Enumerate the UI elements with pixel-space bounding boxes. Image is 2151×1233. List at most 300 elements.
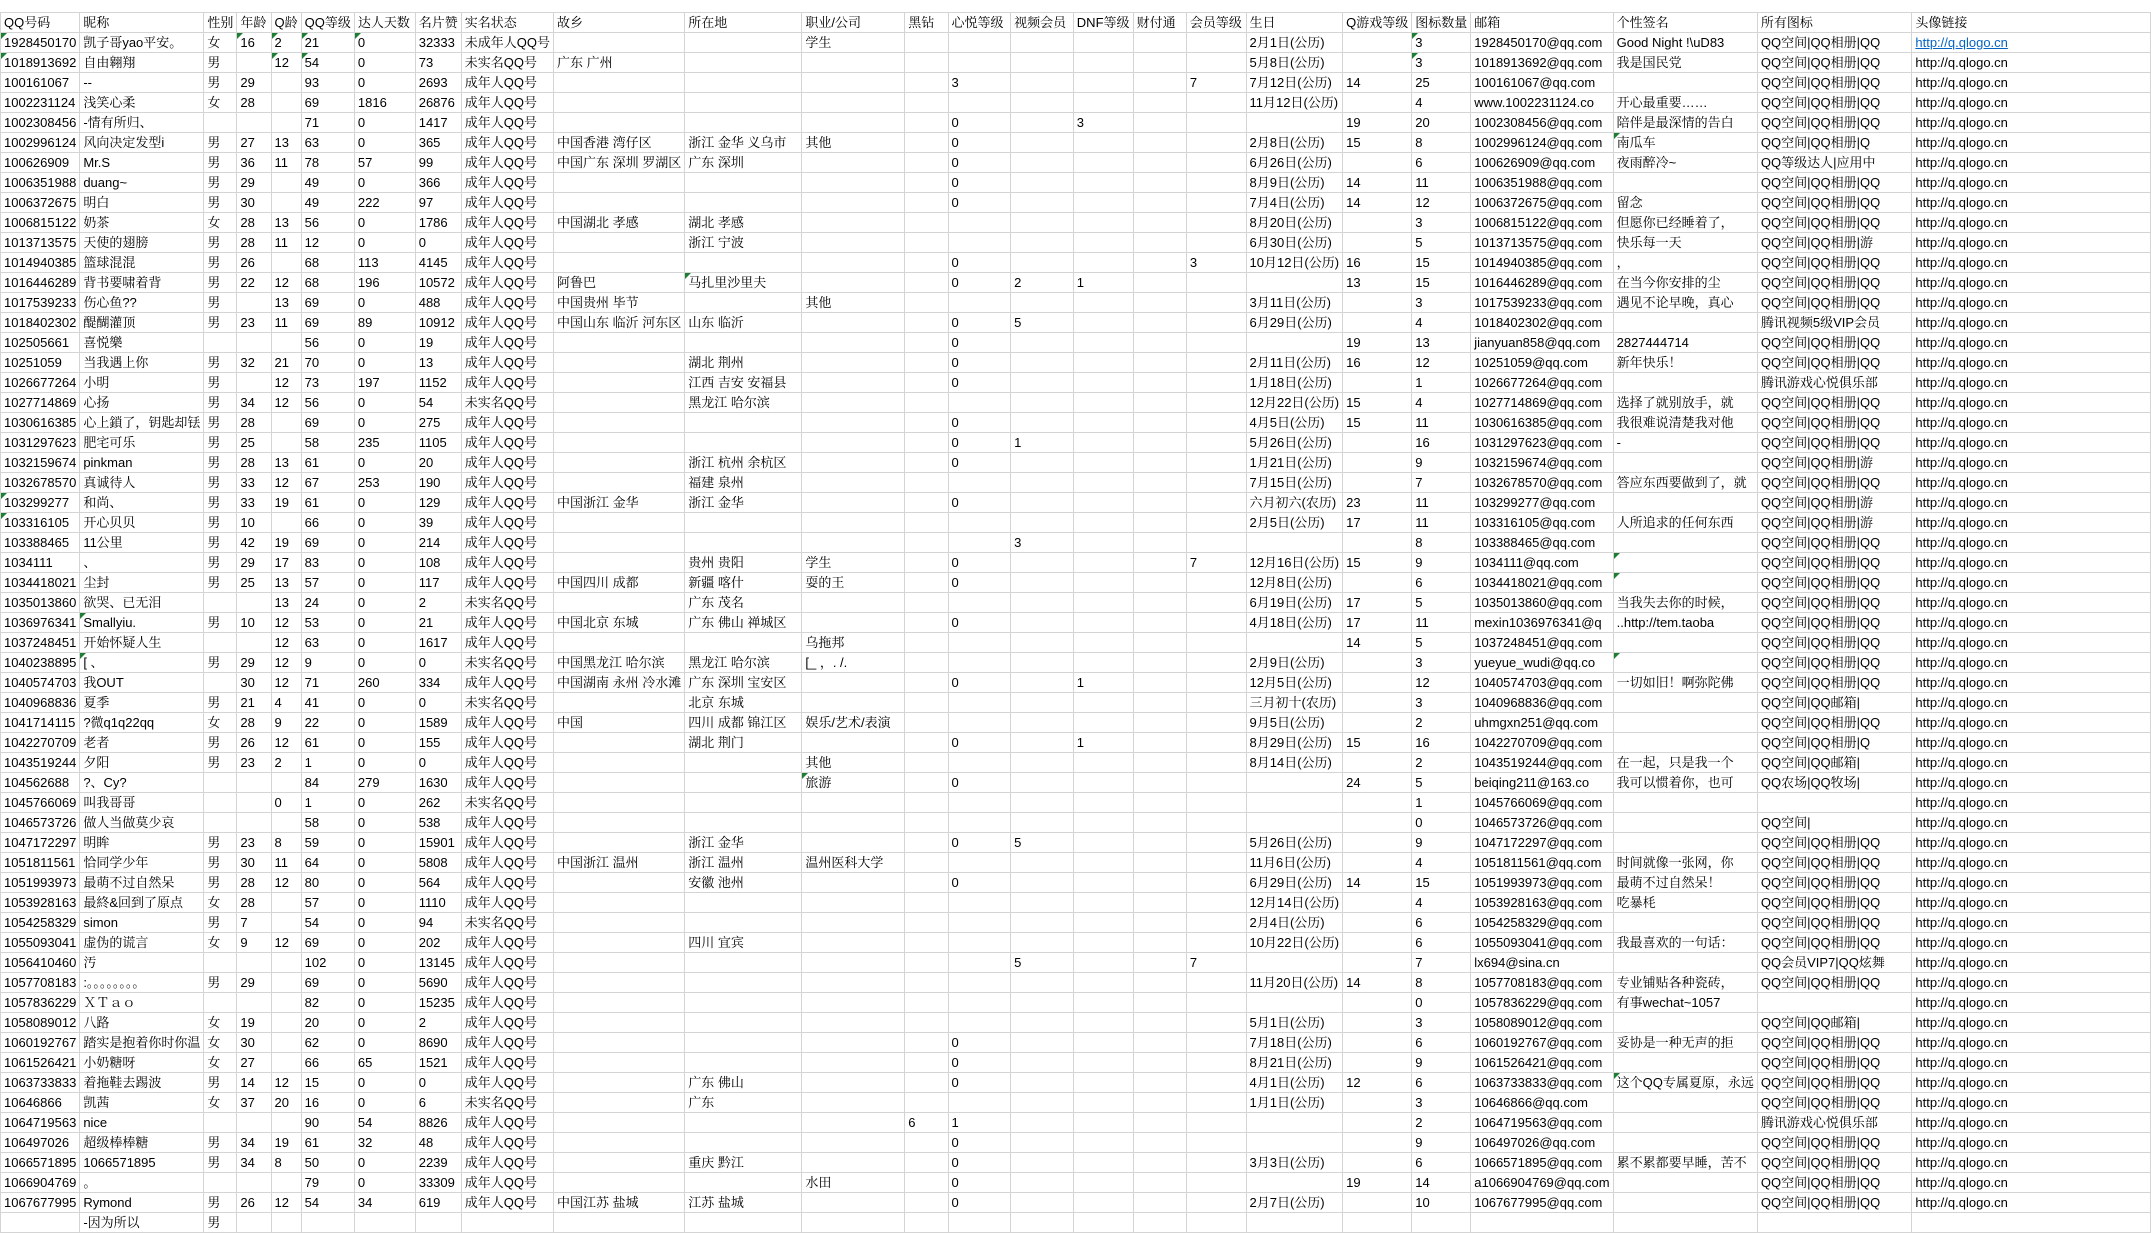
cell-realname-status[interactable]: 成年人QQ号 xyxy=(461,733,553,753)
cell-avatar-link[interactable]: http://q.qlogo.cn xyxy=(1912,713,2151,733)
cell-job-company[interactable]: 水田 xyxy=(802,1173,905,1193)
cell-job-company[interactable] xyxy=(802,113,905,133)
cell-vip-level[interactable] xyxy=(1186,893,1246,913)
cell-video-vip[interactable] xyxy=(1011,873,1074,893)
cell-gender[interactable]: 男 xyxy=(204,153,237,173)
cell-all-icons[interactable]: QQ空间|QQ相册|QQ xyxy=(1757,1073,1912,1093)
cell-avatar-link[interactable]: http://q.qlogo.cn xyxy=(1912,493,2151,513)
cell-all-icons[interactable]: QQ空间|QQ相册|QQ xyxy=(1757,173,1912,193)
cell-qq-level[interactable]: 58 xyxy=(301,433,354,453)
cell-qq-number[interactable]: 106497026 xyxy=(1,1133,80,1153)
cell-dnf-level[interactable] xyxy=(1073,793,1133,813)
cell-video-vip[interactable] xyxy=(1011,773,1074,793)
cell-signature[interactable]: 吃暴枆 xyxy=(1613,893,1757,913)
cell-q-age[interactable]: 21 xyxy=(271,353,301,373)
cell-all-icons[interactable]: QQ空间|QQ相册|QQ xyxy=(1757,633,1912,653)
cell-qq-number[interactable]: 1002231124 xyxy=(1,93,80,113)
cell-birthday[interactable]: 12月5日(公历) xyxy=(1246,673,1343,693)
cell-card-likes[interactable]: 365 xyxy=(415,133,461,153)
cell-dnf-level[interactable] xyxy=(1073,293,1133,313)
cell-realname-status[interactable]: 成年人QQ号 xyxy=(461,313,553,333)
cell-nickname[interactable]: 开始怀疑人生 xyxy=(80,633,204,653)
cell-birthday[interactable]: 5月26日(公历) xyxy=(1246,433,1343,453)
cell-job-company[interactable] xyxy=(802,93,905,113)
cell-avatar-link[interactable]: http://q.qlogo.cn xyxy=(1912,1033,2151,1053)
cell-gender[interactable] xyxy=(204,993,237,1013)
cell-realname-status[interactable]: 成年人QQ号 xyxy=(461,453,553,473)
cell-qgame-level[interactable] xyxy=(1343,233,1412,253)
cell-qq-number[interactable]: 1032678570 xyxy=(1,473,80,493)
cell-job-company[interactable] xyxy=(802,693,905,713)
cell-qq-number[interactable]: 1063733833 xyxy=(1,1073,80,1093)
cell-qgame-level[interactable] xyxy=(1343,33,1412,53)
cell-hometown[interactable] xyxy=(553,633,684,653)
cell-qgame-level[interactable]: 14 xyxy=(1343,973,1412,993)
cell-video-vip[interactable] xyxy=(1011,1193,1074,1213)
cell-qq-level[interactable]: 69 xyxy=(301,313,354,333)
cell-qgame-level[interactable] xyxy=(1343,1113,1412,1133)
cell-realname-status[interactable]: 成年人QQ号 xyxy=(461,853,553,873)
cell-xinyue-level[interactable] xyxy=(948,813,1011,833)
cell-age[interactable] xyxy=(237,113,271,133)
cell-all-icons[interactable]: QQ空间|QQ相册|QQ xyxy=(1757,873,1912,893)
cell-card-likes[interactable]: 8690 xyxy=(415,1033,461,1053)
cell-card-likes[interactable]: 155 xyxy=(415,733,461,753)
cell-q-age[interactable] xyxy=(271,973,301,993)
cell-all-icons[interactable]: QQ空间|QQ相册|QQ xyxy=(1757,433,1912,453)
cell-email[interactable]: 1034111@qq.com xyxy=(1471,553,1613,573)
cell-signature[interactable]: 遇见不论早晚，真心 xyxy=(1613,293,1757,313)
cell-location[interactable]: 江苏 盐城 xyxy=(685,1193,802,1213)
cell-location[interactable] xyxy=(685,1053,802,1073)
cell-daren-days[interactable]: 235 xyxy=(354,433,415,453)
cell-age[interactable]: 28 xyxy=(237,93,271,113)
cell-tenpay[interactable] xyxy=(1133,573,1186,593)
cell-avatar-link[interactable]: http://q.qlogo.cn xyxy=(1912,533,2151,553)
cell-location[interactable] xyxy=(685,773,802,793)
cell-job-company[interactable] xyxy=(802,1153,905,1173)
cell-avatar-link[interactable]: http://q.qlogo.cn xyxy=(1912,233,2151,253)
cell-icon-count[interactable]: 8 xyxy=(1412,133,1471,153)
cell-card-likes[interactable]: 1521 xyxy=(415,1053,461,1073)
cell-all-icons[interactable]: QQ农场|QQ牧场| xyxy=(1757,773,1912,793)
cell-xinyue-level[interactable]: 0 xyxy=(948,493,1011,513)
cell-all-icons[interactable]: QQ空间|QQ相册|QQ xyxy=(1757,293,1912,313)
cell-qgame-level[interactable] xyxy=(1343,1193,1412,1213)
cell-nickname[interactable]: 明白 xyxy=(80,193,204,213)
cell-qgame-level[interactable] xyxy=(1343,453,1412,473)
cell-qq-number[interactable]: 1061526421 xyxy=(1,1053,80,1073)
cell-avatar-link[interactable]: http://q.qlogo.cn xyxy=(1912,773,2151,793)
cell-avatar-link[interactable]: http://q.qlogo.cn xyxy=(1912,793,2151,813)
cell-daren-days[interactable]: 0 xyxy=(354,553,415,573)
cell-all-icons[interactable]: QQ空间|QQ相册|QQ xyxy=(1757,573,1912,593)
cell-daren-days[interactable]: 0 xyxy=(354,993,415,1013)
cell-birthday[interactable]: 7月12日(公历) xyxy=(1246,73,1343,93)
cell-location[interactable] xyxy=(685,953,802,973)
cell-birthday[interactable] xyxy=(1246,273,1343,293)
cell-video-vip[interactable] xyxy=(1011,253,1074,273)
cell-qq-number[interactable]: 1016446289 xyxy=(1,273,80,293)
cell-card-likes[interactable]: 13 xyxy=(415,353,461,373)
cell-signature[interactable] xyxy=(1613,693,1757,713)
cell-qq-level[interactable]: 66 xyxy=(301,1053,354,1073)
cell-realname-status[interactable]: 成年人QQ号 xyxy=(461,173,553,193)
cell-tenpay[interactable] xyxy=(1133,293,1186,313)
cell-vip-level[interactable] xyxy=(1186,613,1246,633)
cell-email[interactable]: 1013713575@qq.com xyxy=(1471,233,1613,253)
cell-hometown[interactable] xyxy=(553,1213,684,1233)
cell-email[interactable] xyxy=(1471,1213,1613,1233)
cell-xinyue-level[interactable] xyxy=(948,1213,1011,1233)
cell-video-vip[interactable] xyxy=(1011,1113,1074,1133)
cell-tenpay[interactable] xyxy=(1133,833,1186,853)
cell-birthday[interactable] xyxy=(1246,333,1343,353)
cell-daren-days[interactable]: 0 xyxy=(354,733,415,753)
cell-gender[interactable]: 女 xyxy=(204,1093,237,1113)
cell-gender[interactable] xyxy=(204,773,237,793)
cell-q-age[interactable]: 12 xyxy=(271,733,301,753)
cell-tenpay[interactable] xyxy=(1133,673,1186,693)
cell-daren-days[interactable]: 0 xyxy=(354,1173,415,1193)
cell-card-likes[interactable]: 73 xyxy=(415,53,461,73)
cell-card-likes[interactable]: 1110 xyxy=(415,893,461,913)
cell-daren-days[interactable]: 253 xyxy=(354,473,415,493)
cell-xinyue-level[interactable] xyxy=(948,1013,1011,1033)
cell-realname-status[interactable]: 成年人QQ号 xyxy=(461,933,553,953)
cell-signature[interactable] xyxy=(1613,373,1757,393)
cell-icon-count[interactable]: 6 xyxy=(1412,1033,1471,1053)
cell-dnf-level[interactable] xyxy=(1073,853,1133,873)
cell-nickname[interactable]: 。 xyxy=(80,1173,204,1193)
cell-icon-count[interactable]: 5 xyxy=(1412,593,1471,613)
cell-icon-count[interactable]: 25 xyxy=(1412,73,1471,93)
cell-q-age[interactable]: 2 xyxy=(271,33,301,53)
cell-icon-count[interactable]: 8 xyxy=(1412,973,1471,993)
cell-gender[interactable]: 男 xyxy=(204,173,237,193)
cell-daren-days[interactable]: 0 xyxy=(354,653,415,673)
cell-qgame-level[interactable]: 23 xyxy=(1343,493,1412,513)
cell-age[interactable] xyxy=(237,293,271,313)
cell-tenpay[interactable] xyxy=(1133,353,1186,373)
cell-card-likes[interactable]: 48 xyxy=(415,1133,461,1153)
cell-qq-number[interactable]: 1046573726 xyxy=(1,813,80,833)
cell-hometown[interactable]: 中国浙江 金华 xyxy=(553,493,684,513)
cell-video-vip[interactable] xyxy=(1011,913,1074,933)
cell-q-age[interactable]: 12 xyxy=(271,873,301,893)
cell-qgame-level[interactable] xyxy=(1343,853,1412,873)
cell-birthday[interactable] xyxy=(1246,113,1343,133)
cell-qq-number[interactable]: 1030616385 xyxy=(1,413,80,433)
cell-birthday[interactable]: 7月4日(公历) xyxy=(1246,193,1343,213)
cell-black-diamond[interactable] xyxy=(905,1073,948,1093)
cell-qgame-level[interactable] xyxy=(1343,313,1412,333)
cell-qq-number[interactable]: 1928450170 xyxy=(1,33,80,53)
cell-q-age[interactable] xyxy=(271,1213,301,1233)
cell-birthday[interactable]: 9月5日(公历) xyxy=(1246,713,1343,733)
cell-vip-level[interactable] xyxy=(1186,1093,1246,1113)
cell-realname-status[interactable]: 成年人QQ号 xyxy=(461,353,553,373)
cell-tenpay[interactable] xyxy=(1133,733,1186,753)
cell-daren-days[interactable]: 0 xyxy=(354,1033,415,1053)
cell-nickname[interactable]: 恰同学少年 xyxy=(80,853,204,873)
cell-location[interactable]: 马扎里沙里夫 xyxy=(685,273,802,293)
cell-qq-number[interactable]: 104562688 xyxy=(1,773,80,793)
cell-gender[interactable]: 男 xyxy=(204,1073,237,1093)
cell-daren-days[interactable]: 0 xyxy=(354,33,415,53)
cell-signature[interactable]: 选择了就别放手，就 xyxy=(1613,393,1757,413)
cell-email[interactable]: 1032678570@qq.com xyxy=(1471,473,1613,493)
cell-gender[interactable] xyxy=(204,1173,237,1193)
cell-qq-level[interactable]: 67 xyxy=(301,473,354,493)
cell-location[interactable] xyxy=(685,513,802,533)
cell-avatar-link[interactable]: http://q.qlogo.cn xyxy=(1912,633,2151,653)
cell-realname-status[interactable]: 成年人QQ号 xyxy=(461,873,553,893)
cell-tenpay[interactable] xyxy=(1133,1033,1186,1053)
cell-age[interactable] xyxy=(237,1213,271,1233)
cell-daren-days[interactable]: 0 xyxy=(354,533,415,553)
cell-daren-days[interactable]: 0 xyxy=(354,1093,415,1113)
cell-black-diamond[interactable] xyxy=(905,693,948,713)
cell-qgame-level[interactable] xyxy=(1343,893,1412,913)
cell-vip-level[interactable] xyxy=(1186,913,1246,933)
cell-all-icons[interactable]: QQ空间|QQ相册|QQ xyxy=(1757,1153,1912,1173)
cell-realname-status[interactable]: 成年人QQ号 xyxy=(461,493,553,513)
cell-daren-days[interactable]: 0 xyxy=(354,293,415,313)
cell-all-icons[interactable]: QQ会员VIP7|QQ炫舞 xyxy=(1757,953,1912,973)
cell-qgame-level[interactable] xyxy=(1343,1033,1412,1053)
cell-video-vip[interactable] xyxy=(1011,393,1074,413)
cell-birthday[interactable] xyxy=(1246,993,1343,1013)
cell-q-age[interactable]: 13 xyxy=(271,213,301,233)
cell-email[interactable]: 1017539233@qq.com xyxy=(1471,293,1613,313)
cell-gender[interactable]: 男 xyxy=(204,853,237,873)
cell-age[interactable] xyxy=(237,793,271,813)
cell-nickname[interactable]: [ 、 xyxy=(80,653,204,673)
cell-dnf-level[interactable] xyxy=(1073,593,1133,613)
cell-gender[interactable]: 男 xyxy=(204,573,237,593)
cell-qgame-level[interactable]: 15 xyxy=(1343,393,1412,413)
cell-signature[interactable]: ..http://tem.taoba xyxy=(1613,613,1757,633)
cell-age[interactable] xyxy=(237,53,271,73)
cell-card-likes[interactable]: 538 xyxy=(415,813,461,833)
cell-signature[interactable]: 有事wechat~1057 xyxy=(1613,993,1757,1013)
cell-xinyue-level[interactable]: 0 xyxy=(948,1133,1011,1153)
cell-qq-number[interactable]: 1006372675 xyxy=(1,193,80,213)
cell-qq-number[interactable]: 1013713575 xyxy=(1,233,80,253)
cell-card-likes[interactable]: 13145 xyxy=(415,953,461,973)
cell-signature[interactable]: 我可以惯着你，也可 xyxy=(1613,773,1757,793)
cell-signature[interactable]: 答应东西要做到了，就 xyxy=(1613,473,1757,493)
cell-avatar-link[interactable]: http://q.qlogo.cn xyxy=(1912,553,2151,573)
cell-card-likes[interactable]: 1589 xyxy=(415,713,461,733)
cell-age[interactable]: 34 xyxy=(237,393,271,413)
cell-job-company[interactable] xyxy=(802,873,905,893)
cell-age[interactable]: 36 xyxy=(237,153,271,173)
cell-avatar-link[interactable]: http://q.qlogo.cn xyxy=(1912,1073,2151,1093)
cell-job-company[interactable]: 耍的王 xyxy=(802,573,905,593)
cell-job-company[interactable] xyxy=(802,1093,905,1113)
cell-signature[interactable]: 专业铺贴各种瓷砖， xyxy=(1613,973,1757,993)
cell-realname-status[interactable]: 成年人QQ号 xyxy=(461,153,553,173)
cell-qgame-level[interactable] xyxy=(1343,1213,1412,1233)
cell-hometown[interactable] xyxy=(553,373,684,393)
cell-vip-level[interactable] xyxy=(1186,813,1246,833)
cell-daren-days[interactable]: 0 xyxy=(354,633,415,653)
cell-qgame-level[interactable]: 17 xyxy=(1343,513,1412,533)
cell-job-company[interactable] xyxy=(802,933,905,953)
cell-icon-count[interactable]: 2 xyxy=(1412,753,1471,773)
cell-avatar-link[interactable]: http://q.qlogo.cn xyxy=(1912,593,2151,613)
cell-realname-status[interactable]: 成年人QQ号 xyxy=(461,813,553,833)
cell-qq-level[interactable]: 83 xyxy=(301,553,354,573)
cell-xinyue-level[interactable] xyxy=(948,993,1011,1013)
cell-qq-number[interactable]: 100161067 xyxy=(1,73,80,93)
cell-dnf-level[interactable] xyxy=(1073,873,1133,893)
cell-avatar-link[interactable] xyxy=(1912,33,2151,53)
cell-daren-days[interactable]: 0 xyxy=(354,573,415,593)
cell-hometown[interactable] xyxy=(553,553,684,573)
cell-q-age[interactable] xyxy=(271,113,301,133)
cell-icon-count[interactable]: 6 xyxy=(1412,1073,1471,1093)
cell-vip-level[interactable]: 3 xyxy=(1186,253,1246,273)
cell-video-vip[interactable] xyxy=(1011,633,1074,653)
cell-email[interactable]: 1057836229@qq.com xyxy=(1471,993,1613,1013)
cell-location[interactable]: 广东 茂名 xyxy=(685,593,802,613)
cell-realname-status[interactable]: 成年人QQ号 xyxy=(461,833,553,853)
cell-all-icons[interactable]: QQ空间|QQ相册|QQ xyxy=(1757,613,1912,633)
cell-gender[interactable]: 男 xyxy=(204,873,237,893)
cell-vip-level[interactable] xyxy=(1186,153,1246,173)
cell-signature[interactable]: 在当今你安排的尘 xyxy=(1613,273,1757,293)
cell-daren-days[interactable]: 57 xyxy=(354,153,415,173)
cell-job-company[interactable] xyxy=(802,333,905,353)
cell-nickname[interactable]: 浅笑心柔 xyxy=(80,93,204,113)
cell-gender[interactable] xyxy=(204,953,237,973)
cell-xinyue-level[interactable] xyxy=(948,653,1011,673)
cell-tenpay[interactable] xyxy=(1133,933,1186,953)
cell-tenpay[interactable] xyxy=(1133,213,1186,233)
cell-birthday[interactable]: 1月18日(公历) xyxy=(1246,373,1343,393)
cell-job-company[interactable]: [_ ，. /. xyxy=(802,653,905,673)
cell-location[interactable]: 江西 吉安 安福县 xyxy=(685,373,802,393)
cell-birthday[interactable]: 8月21日(公历) xyxy=(1246,1053,1343,1073)
cell-hometown[interactable] xyxy=(553,593,684,613)
cell-black-diamond[interactable] xyxy=(905,153,948,173)
cell-q-age[interactable] xyxy=(271,513,301,533)
cell-nickname[interactable]: Rymond xyxy=(80,1193,204,1213)
cell-tenpay[interactable] xyxy=(1133,853,1186,873)
cell-dnf-level[interactable] xyxy=(1073,133,1133,153)
cell-age[interactable] xyxy=(237,953,271,973)
cell-q-age[interactable] xyxy=(271,93,301,113)
cell-birthday[interactable]: 8月20日(公历) xyxy=(1246,213,1343,233)
cell-xinyue-level[interactable]: 0 xyxy=(948,1053,1011,1073)
cell-vip-level[interactable]: 7 xyxy=(1186,73,1246,93)
cell-daren-days[interactable]: 0 xyxy=(354,173,415,193)
cell-qq-number[interactable]: 1006815122 xyxy=(1,213,80,233)
cell-vip-level[interactable] xyxy=(1186,1173,1246,1193)
cell-q-age[interactable]: 12 xyxy=(271,653,301,673)
cell-black-diamond[interactable] xyxy=(905,473,948,493)
cell-daren-days[interactable]: 0 xyxy=(354,613,415,633)
cell-q-age[interactable]: 13 xyxy=(271,293,301,313)
cell-black-diamond[interactable] xyxy=(905,893,948,913)
cell-video-vip[interactable] xyxy=(1011,1053,1074,1073)
cell-black-diamond[interactable] xyxy=(905,1153,948,1173)
cell-signature[interactable]: 累不累都要早睡，苦不 xyxy=(1613,1153,1757,1173)
cell-vip-level[interactable] xyxy=(1186,493,1246,513)
cell-q-age[interactable]: 11 xyxy=(271,853,301,873)
cell-icon-count[interactable]: 7 xyxy=(1412,473,1471,493)
cell-daren-days[interactable]: 0 xyxy=(354,133,415,153)
cell-age[interactable]: 21 xyxy=(237,693,271,713)
cell-icon-count[interactable]: 15 xyxy=(1412,873,1471,893)
cell-email[interactable]: 1057708183@qq.com xyxy=(1471,973,1613,993)
cell-location[interactable] xyxy=(685,1173,802,1193)
cell-job-company[interactable] xyxy=(802,153,905,173)
cell-icon-count[interactable]: 5 xyxy=(1412,233,1471,253)
cell-q-age[interactable] xyxy=(271,1053,301,1073)
cell-hometown[interactable]: 中国浙江 温州 xyxy=(553,853,684,873)
cell-signature[interactable] xyxy=(1613,313,1757,333)
cell-vip-level[interactable] xyxy=(1186,1153,1246,1173)
cell-location[interactable] xyxy=(685,993,802,1013)
cell-icon-count[interactable]: 8 xyxy=(1412,533,1471,553)
cell-signature[interactable]: ， xyxy=(1613,253,1757,273)
cell-qq-number[interactable]: 1035013860 xyxy=(1,593,80,613)
cell-hometown[interactable] xyxy=(553,173,684,193)
cell-nickname[interactable]: 老者 xyxy=(80,733,204,753)
cell-vip-level[interactable] xyxy=(1186,573,1246,593)
cell-all-icons[interactable]: QQ空间|QQ相册|QQ xyxy=(1757,1193,1912,1213)
cell-icon-count[interactable]: 15 xyxy=(1412,253,1471,273)
cell-qq-level[interactable]: 102 xyxy=(301,953,354,973)
cell-nickname[interactable]: 夕阳 xyxy=(80,753,204,773)
cell-age[interactable]: 29 xyxy=(237,653,271,673)
cell-daren-days[interactable]: 34 xyxy=(354,1193,415,1213)
cell-qq-number[interactable]: 103316105 xyxy=(1,513,80,533)
cell-qq-level[interactable]: 90 xyxy=(301,1113,354,1133)
cell-hometown[interactable] xyxy=(553,333,684,353)
cell-qgame-level[interactable] xyxy=(1343,533,1412,553)
cell-card-likes[interactable]: 0 xyxy=(415,233,461,253)
cell-location[interactable] xyxy=(685,73,802,93)
cell-realname-status[interactable]: 成年人QQ号 xyxy=(461,753,553,773)
cell-xinyue-level[interactable] xyxy=(948,593,1011,613)
cell-location[interactable]: 浙江 宁波 xyxy=(685,233,802,253)
cell-qgame-level[interactable] xyxy=(1343,693,1412,713)
cell-job-company[interactable] xyxy=(802,813,905,833)
cell-nickname[interactable]: ?微q1q22qq xyxy=(80,713,204,733)
cell-icon-count[interactable]: 9 xyxy=(1412,833,1471,853)
cell-job-company[interactable] xyxy=(802,393,905,413)
cell-vip-level[interactable] xyxy=(1186,753,1246,773)
cell-gender[interactable] xyxy=(204,1113,237,1133)
cell-qq-number[interactable]: 1006351988 xyxy=(1,173,80,193)
cell-email[interactable]: 1060192767@qq.com xyxy=(1471,1033,1613,1053)
cell-location[interactable]: 重庆 黔江 xyxy=(685,1153,802,1173)
cell-vip-level[interactable] xyxy=(1186,513,1246,533)
cell-realname-status[interactable]: 成年人QQ号 xyxy=(461,1133,553,1153)
cell-avatar-link[interactable]: http://q.qlogo.cn xyxy=(1912,733,2151,753)
cell-realname-status[interactable]: 成年人QQ号 xyxy=(461,133,553,153)
cell-birthday[interactable]: 11月12日(公历) xyxy=(1246,93,1343,113)
cell-dnf-level[interactable] xyxy=(1073,493,1133,513)
cell-icon-count[interactable]: 4 xyxy=(1412,893,1471,913)
cell-icon-count[interactable]: 3 xyxy=(1412,653,1471,673)
cell-all-icons[interactable]: QQ空间|QQ相册|QQ xyxy=(1757,713,1912,733)
